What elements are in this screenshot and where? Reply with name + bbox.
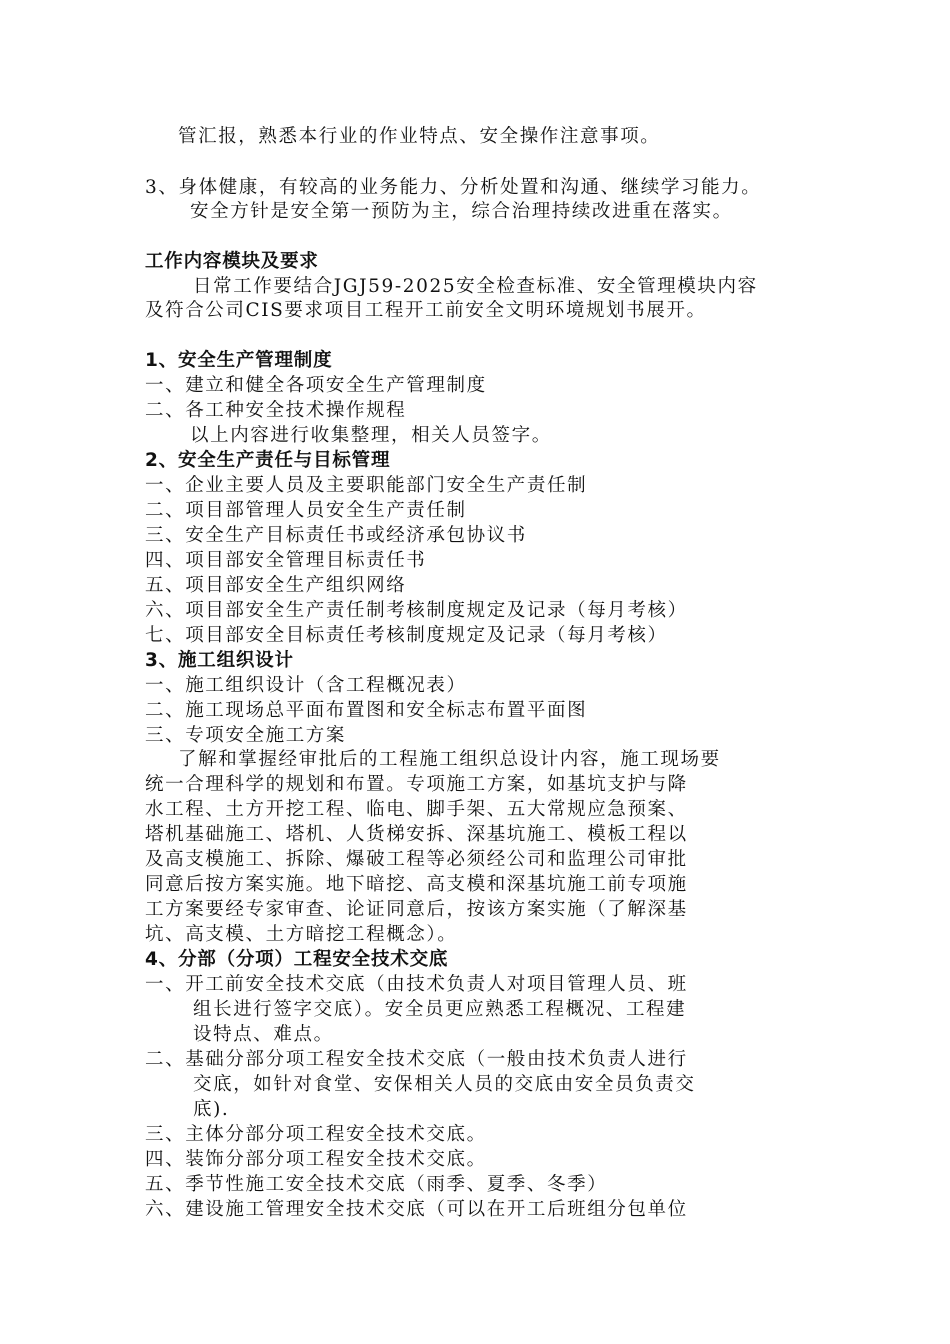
list-item: 六、建设施工管理安全技术交底（可以在开工后班组分包单位: [145, 1199, 688, 1220]
list-item: 一、施工组织设计（含工程概况表）: [145, 675, 467, 696]
text-line: 坑、高支模、土方暗挖工程概念）。: [145, 924, 458, 945]
list-item: 一、建立和健全各项安全生产管理制度: [145, 375, 487, 396]
text-line: 及高支模施工、拆除、爆破工程等必须经公司和监理公司审批: [145, 849, 688, 870]
section-heading: 4、分部（分项）工程安全技术交底: [145, 949, 449, 970]
text-line: 水工程、土方开挖工程、临电、脚手架、五大常规应急预案、: [145, 799, 688, 820]
text-line: 安全方针是安全第一预防为主，综合治理持续改进重在落实。: [190, 201, 733, 222]
text-line: 设特点、难点。: [193, 1024, 334, 1045]
section-heading: 1、安全生产管理制度: [145, 350, 333, 371]
text-line: 工方案要经专家审查、论证同意后，按该方案实施（了解深基: [145, 899, 688, 920]
text-line: 3、身体健康，有较高的业务能力、分析处置和沟通、继续学习能力。: [145, 177, 762, 198]
text-line: 了解和掌握经审批后的工程施工组织总设计内容，施工现场要: [178, 749, 721, 770]
section-heading: 3、施工组织设计: [145, 650, 294, 671]
list-item: 三、主体分部分项工程安全技术交底。: [145, 1124, 487, 1145]
text-line: 塔机基础施工、塔机、人货梯安拆、深基坑施工、模板工程以: [145, 824, 688, 845]
text-line: 底).: [193, 1099, 230, 1120]
text-line: 管汇报，熟悉本行业的作业特点、安全操作注意事项。: [178, 126, 661, 147]
list-item: 二、基础分部分项工程安全技术交底（一般由技术负责人进行: [145, 1049, 688, 1070]
list-item: 一、开工前安全技术交底（由技术负责人对项目管理人员、班: [145, 974, 688, 995]
text-line: 组长进行签字交底）。安全员更应熟悉工程概况、工程建: [193, 999, 687, 1020]
list-item: 五、项目部安全生产组织网络: [145, 575, 407, 596]
list-item: 六、项目部安全生产责任制考核制度规定及记录（每月考核）: [145, 600, 688, 621]
list-item: 五、季节性施工安全技术交底（雨季、夏季、冬季）: [145, 1174, 608, 1195]
list-item: 四、装饰分部分项工程安全技术交底。: [145, 1149, 487, 1170]
text-line: 交底，如针对食堂、安保相关人员的交底由安全员负责交: [193, 1074, 696, 1095]
list-item: 二、施工现场总平面布置图和安全标志布置平面图: [145, 700, 588, 721]
list-item: 三、安全生产目标责任书或经济承包协议书: [145, 525, 527, 546]
list-item: 一、企业主要人员及主要职能部门安全生产责任制: [145, 475, 588, 496]
text-line: 统一合理科学的规划和布置。专项施工方案，如基坑支护与降: [145, 774, 688, 795]
list-item: 三、专项安全施工方案: [145, 725, 347, 746]
list-item: 二、各工种安全技术操作规程: [145, 400, 407, 421]
text-line: 日常工作要结合JGJ59-2025安全检查标准、安全管理模块内容: [193, 276, 758, 297]
text-line: 及符合公司CIS要求项目工程开工前安全文明环境规划书展开。: [145, 300, 707, 321]
list-item: 七、项目部安全目标责任考核制度规定及记录（每月考核）: [145, 625, 668, 646]
text-line: 同意后按方案实施。地下暗挖、高支模和深基坑施工前专项施: [145, 874, 688, 895]
text-line: 以上内容进行收集整理，相关人员签字。: [190, 425, 552, 446]
list-item: 二、项目部管理人员安全生产责任制: [145, 500, 467, 521]
list-item: 四、项目部安全管理目标责任书: [145, 550, 427, 571]
section-heading: 2、安全生产责任与目标管理: [145, 450, 391, 471]
section-heading: 工作内容模块及要求: [145, 251, 319, 272]
